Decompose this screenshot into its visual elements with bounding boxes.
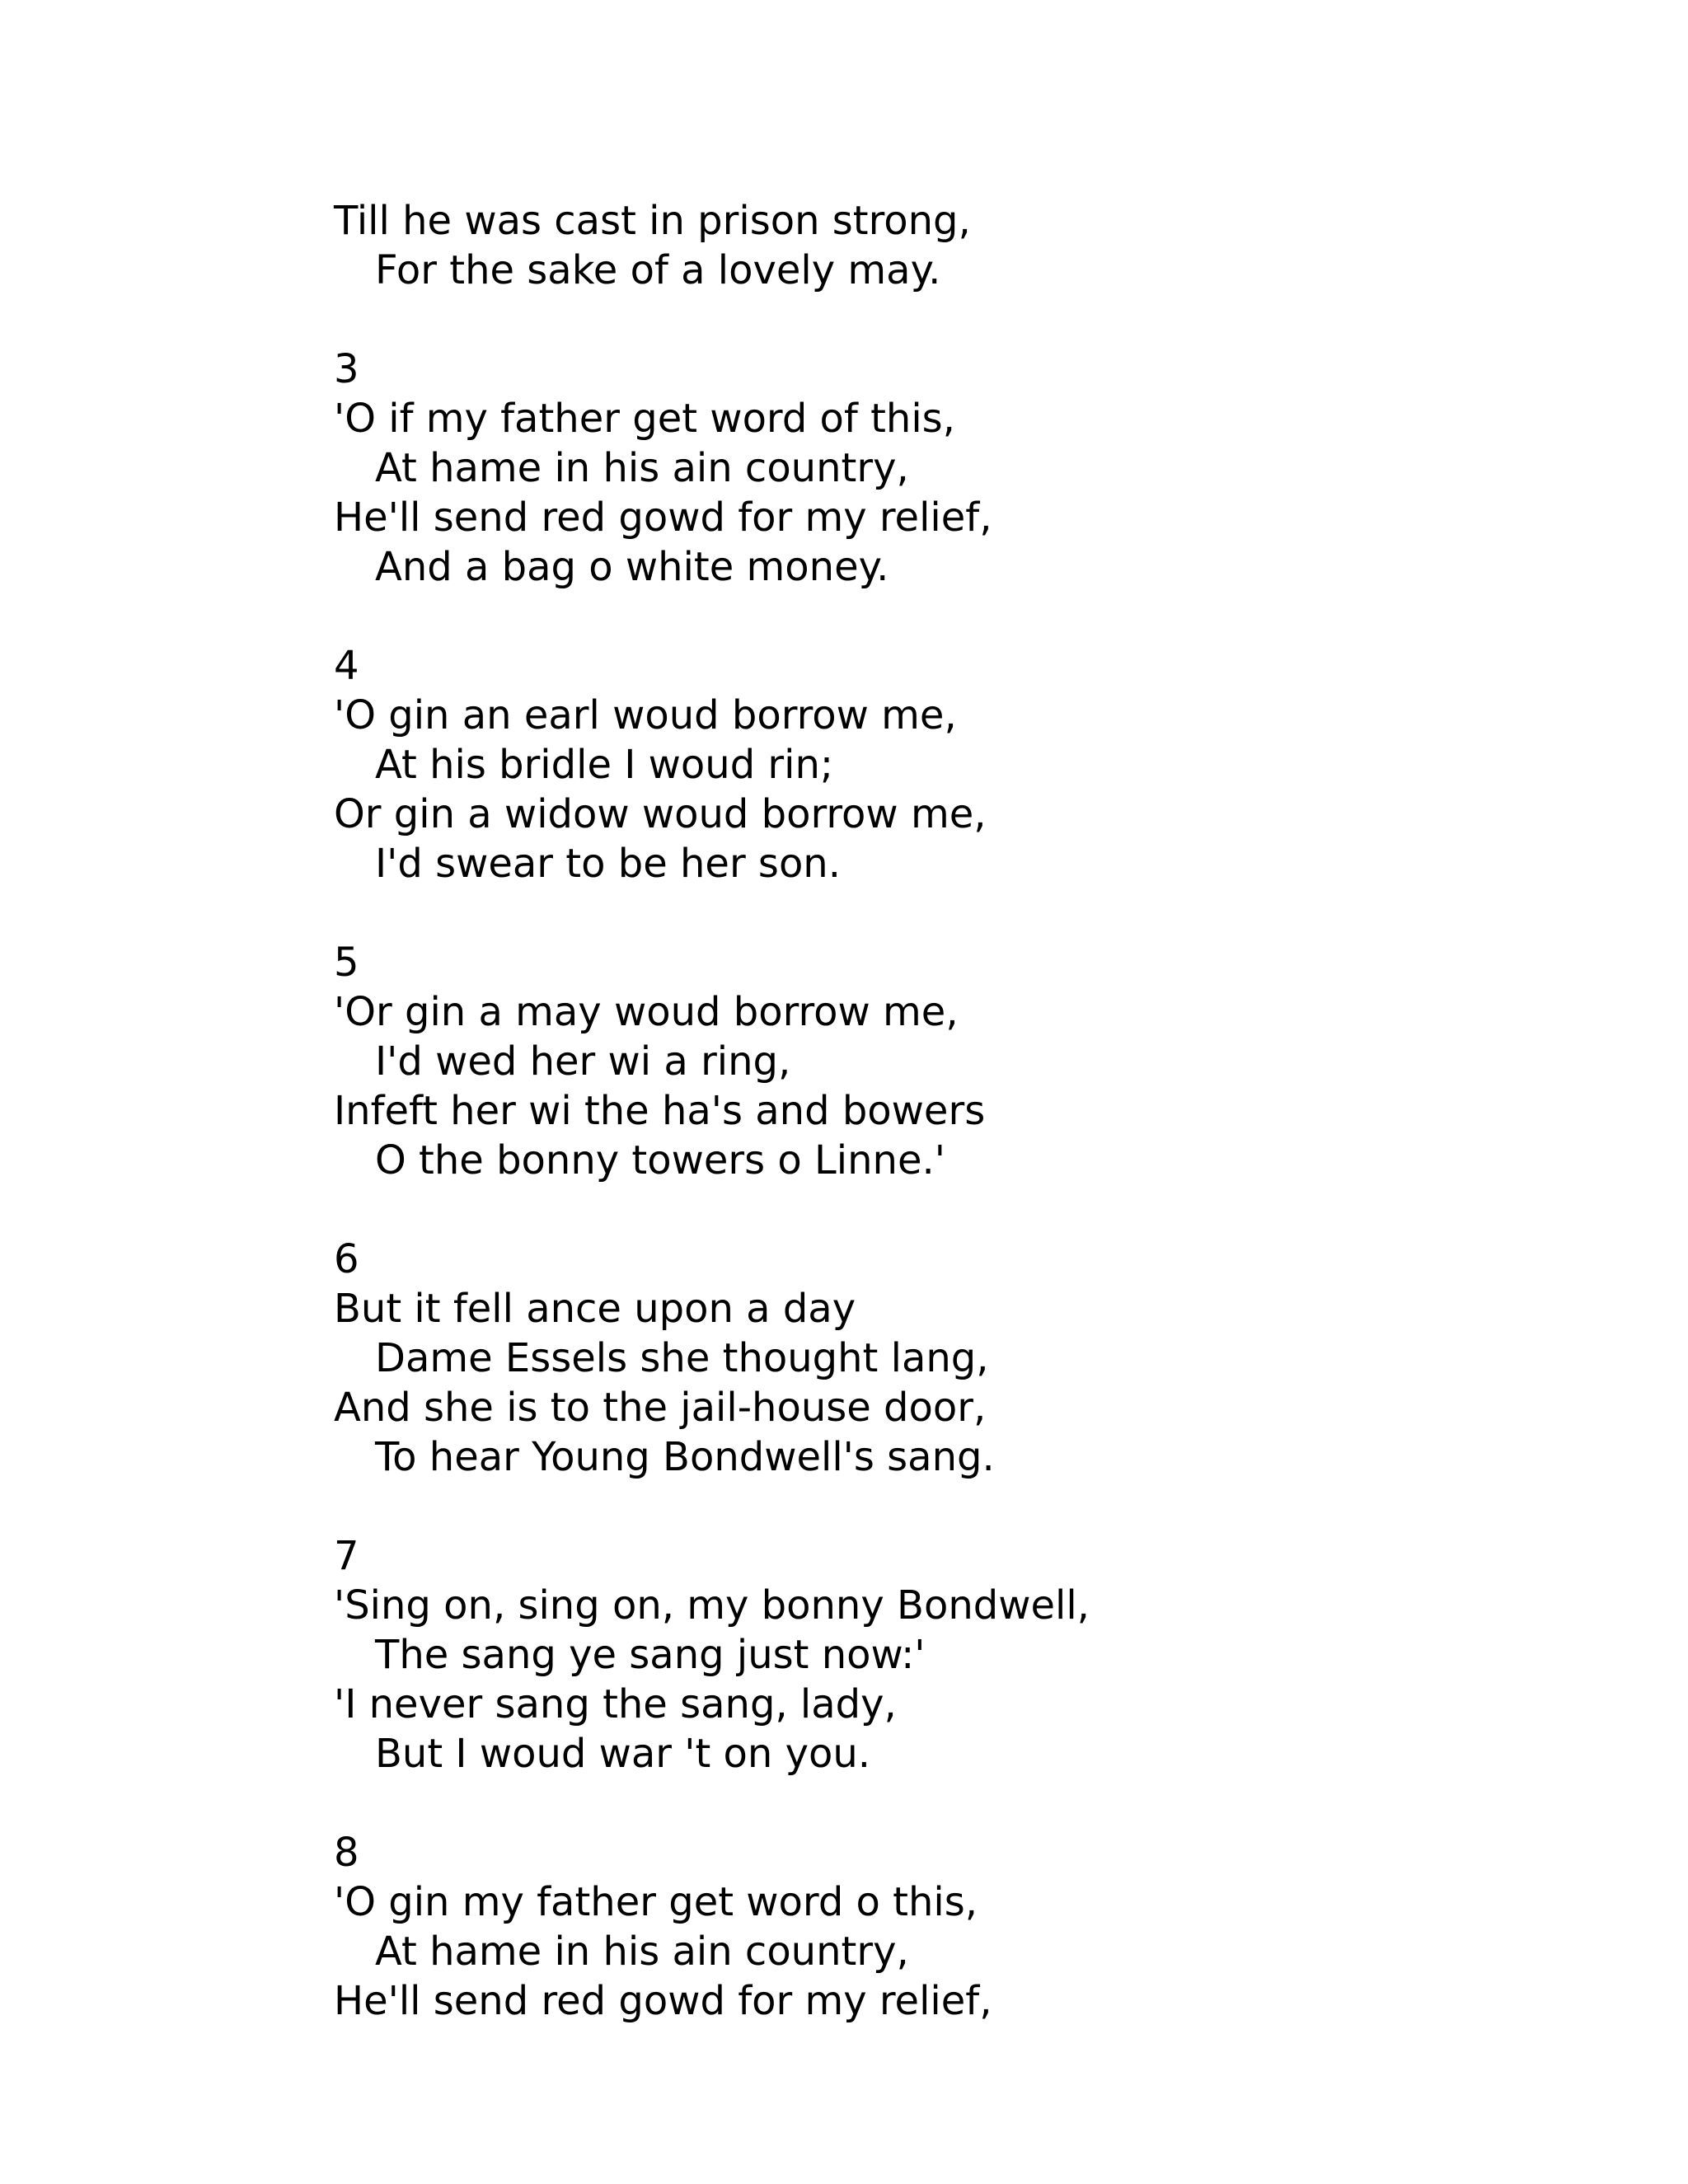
verse-line: 'I never sang the sang, lady, xyxy=(334,1681,897,1727)
stanza-continuation xyxy=(334,196,1570,295)
verse-line: He'll send red gowd for my relief, xyxy=(334,494,992,541)
stanza-number: 7 xyxy=(334,1533,359,1579)
stanza-4 xyxy=(334,641,1570,888)
verse-line: At hame in his ain country, xyxy=(375,445,909,491)
verse-line: But I woud war 't on you. xyxy=(375,1731,871,1777)
stanza-5 xyxy=(334,938,1570,1185)
verse-line: And she is to the jail-house door, xyxy=(334,1385,987,1431)
verse-line: At his bridle I woud rin; xyxy=(375,742,834,788)
stanza-8 xyxy=(334,1828,1570,2026)
verse-line: And a bag o white money. xyxy=(375,544,889,590)
ballad-page xyxy=(334,196,1570,2026)
verse-line: Or gin a widow woud borrow me, xyxy=(334,791,987,837)
stanza-number: 6 xyxy=(334,1236,359,1282)
stanza-number: 5 xyxy=(334,940,359,986)
verse-line: But it fell ance upon a day xyxy=(334,1286,856,1332)
verse-line: At hame in his ain country, xyxy=(375,1929,909,1975)
verse-line: The sang ye sang just now:' xyxy=(375,1632,926,1678)
verse-line: Infeft her wi the ha's and bowers xyxy=(334,1088,986,1134)
verse-line: To hear Young Bondwell's sang. xyxy=(375,1434,995,1480)
verse-line: O the bonny towers o Linne.' xyxy=(375,1137,945,1183)
verse-line: 'O if my father get word of this, xyxy=(334,396,955,442)
verse-line: I'd wed her wi a ring, xyxy=(375,1038,791,1085)
verse-line: I'd swear to be her son. xyxy=(375,841,841,887)
verse-line: Dame Essels she thought lang, xyxy=(375,1335,989,1381)
verse-line: For the sake of a lovely may. xyxy=(375,247,941,293)
stanza-6 xyxy=(334,1235,1570,1482)
verse-line: 'O gin an earl woud borrow me, xyxy=(334,692,957,738)
verse-line: 'O gin my father get word o this, xyxy=(334,1879,978,1925)
verse-line: He'll send red gowd for my relief, xyxy=(334,1978,992,2024)
stanza-7 xyxy=(334,1531,1570,1779)
verse-line: Till he was cast in prison strong, xyxy=(334,198,971,244)
verse-line: 'Or gin a may woud borrow me, xyxy=(334,989,959,1035)
stanza-number: 4 xyxy=(334,643,359,689)
stanza-number: 3 xyxy=(334,346,359,392)
verse-line: 'Sing on, sing on, my bonny Bondwell, xyxy=(334,1582,1090,1629)
stanza-3 xyxy=(334,344,1570,592)
stanza-number: 8 xyxy=(334,1830,359,1876)
